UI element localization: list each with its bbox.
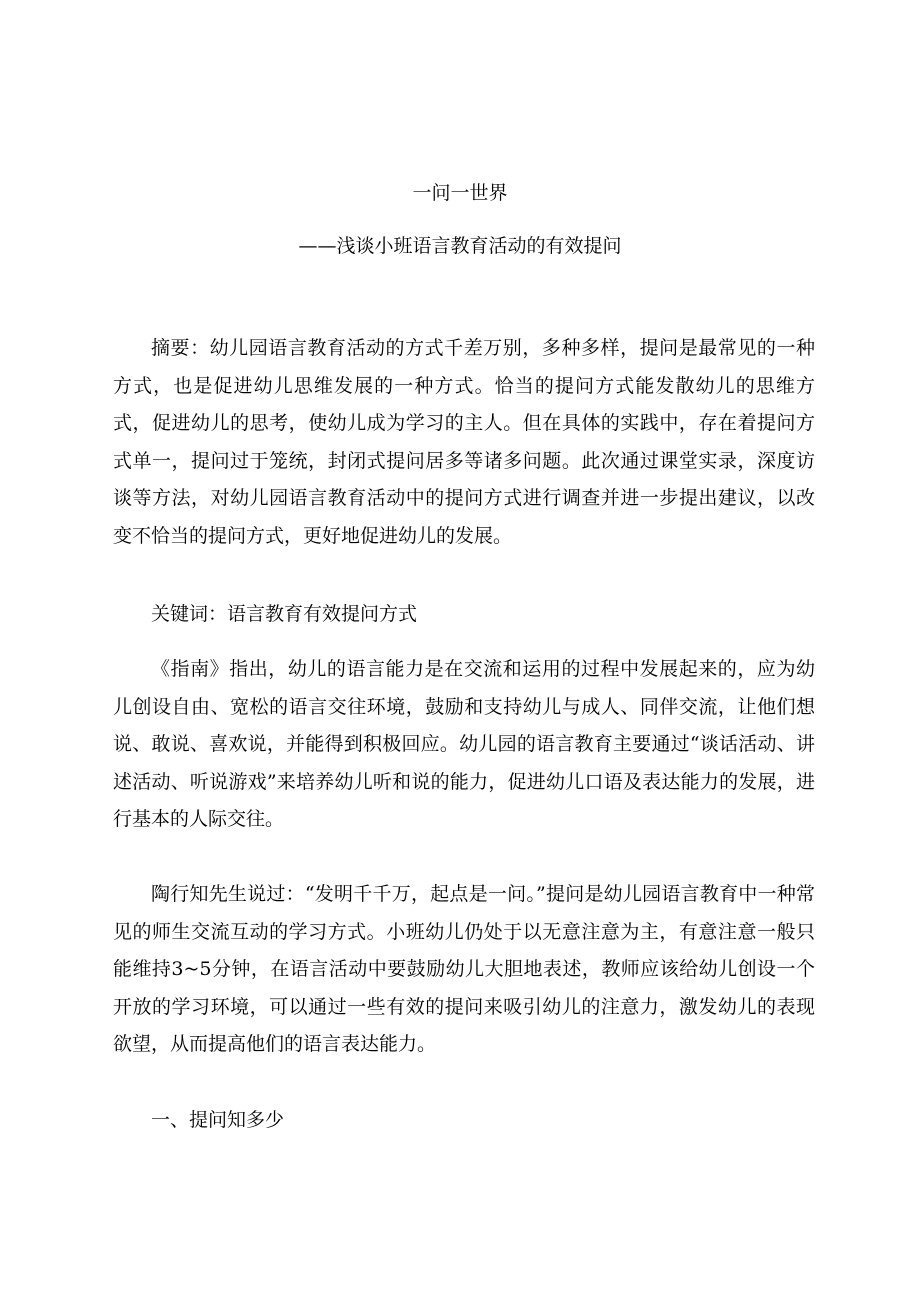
section-heading: 一、提问知多少	[151, 1109, 285, 1131]
abstract-paragraph: 摘要：幼儿园语言教育活动的方式千差万别，多种多样，提问是最常见的一种方式，也是促进幼儿思维发展的一种方式。恰当的提问方式能发散幼儿的思维方式，促进幼儿的思考，使幼儿成为学习的主人。但在具体的实践中，存在着提问方式单一，提问过于笼统，封闭式提问居多等诸多问题。此次通过课堂实录，深度访谈等方法，对幼儿园语言教育活动中的提问方式进行调查并进一步提出建议，以改变不恰当的提问方式，更好地促进幼儿的发展。	[113, 337, 815, 547]
body-paragraph: 陶行知先生说过：“发明千千万，起点是一问。”提问是幼儿园语言教育中一种常见的师生交流互动的学习方式。小班幼儿仍处于以无意注意为主，有意注意一般只能维持3~5分钟，在语言活动中要鼓励幼儿大胆地表述，教师应该给幼儿创设一个开放的学习环境，可以通过一些有效的提问来吸引幼儿的注意力，激发幼儿的表现欲望，从而提高他们的语言表达能力。	[113, 883, 815, 1056]
body-paragraph: 《指南》指出，幼儿的语言能力是在交流和运用的过程中发展起来的，应为幼儿创设自由、宽松的语言交往环境，鼓励和支持幼儿与成人、同伴交流，让他们想说、敢说、喜欢说，并能得到积极回应。幼儿园的语言教育主要通过“谈话活动、讲述活动、听说游戏”来培养幼儿听和说的能力，促进幼儿口语及表达能力的发展，进行基本的人际交往。	[113, 658, 815, 831]
keywords-line: 关键词：语言教育有效提问方式	[151, 603, 418, 625]
document-subtitle: ——浅谈小班语言教育活动的有效提问	[298, 235, 622, 257]
document-title: 一问一世界	[412, 182, 508, 204]
